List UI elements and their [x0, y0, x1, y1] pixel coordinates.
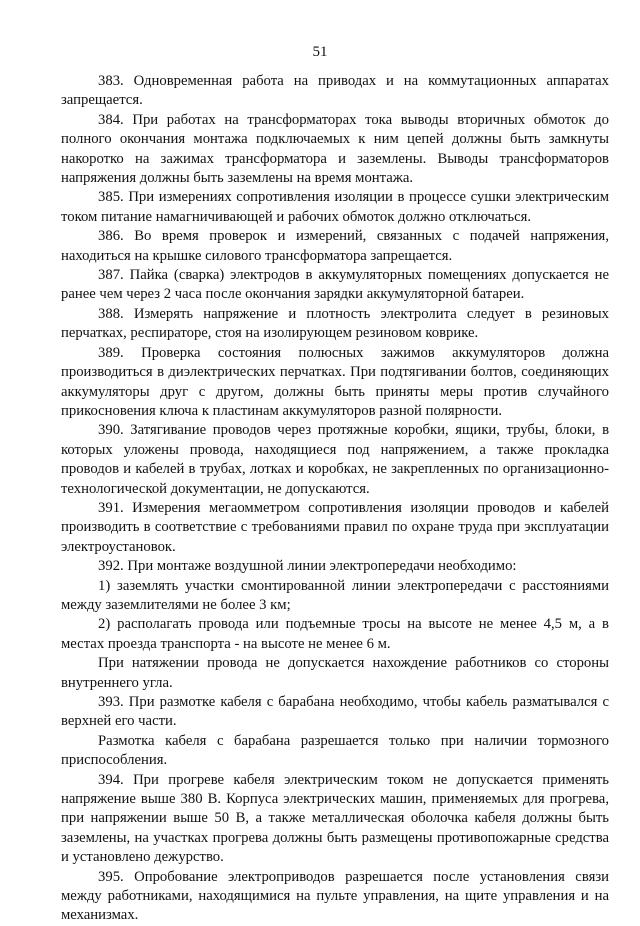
- paragraph-386: 386. Во время проверок и измерений, связанных с подачей напряжения, находиться на крышке силового трансформатора запрещается.: [61, 228, 609, 264]
- paragraph-392-note: При натяжении провода не допускается нахождение работников со стороны внутреннего угла.: [61, 655, 609, 691]
- paragraph-388: 388. Измерять напряжение и плотность электролита следует в резиновых перчатках, респираторе, стоя на изолирующем резиновом коврике.: [61, 305, 609, 342]
- paragraph-395: 395. Опробование электроприводов разрешается после установления связи между работниками, находящимися на пульте управления, на щите управления и на механизмах.: [61, 868, 609, 924]
- page-body: [61, 72, 609, 926]
- paragraph-394: 394. При прогреве кабеля электрическим током не допускается применять напряжение выше 380 В. Корпуса электрических машин, применяемых для прогрева, при напряжении выше 50 В, а также металлическая оболочка кабеля должны быть заземлены, на участках прогрева должны быть размещены противопожарные средства и установлено дежурство.: [61, 771, 609, 866]
- paragraph-393: 393. При размотке кабеля с барабана необходимо, чтобы кабель разматывался с верхней его части.: [61, 694, 609, 730]
- paragraph-389: 389. Проверка состояния полюсных зажимов аккумуляторов должна производиться в диэлектрических перчатках. При подтягивании болтов, соединяющих аккумуляторы друг с другом, должны быть приняты меры против случайного прикосновения ключа к пластинам аккумуляторов разной полярности.: [61, 344, 609, 419]
- page-number: 51: [312, 44, 328, 60]
- paragraph-383: 383. Одновременная работа на приводах и на коммутационных аппаратах запрещается.: [61, 73, 609, 109]
- paragraph-392: 392. При монтаже воздушной линии электропередачи необходимо:: [98, 558, 517, 575]
- paragraph-392-item-1: 1) заземлять участки смонтированной линии электропередачи с расстояниями между заземлителями не более 3 км;: [61, 577, 609, 613]
- paragraph-393-note: Размотка кабеля с барабана разрешается только при наличии тормозного приспособления.: [61, 732, 609, 769]
- paragraph-384: 384. При работах на трансформаторах тока выводы вторичных обмоток до полного окончания монтажа подключаемых к ним цепей должны быть замкнуты накоротко на зажимах трансформатора и заземлены. Выводы трансформаторов напряжения должны быть заземлены на время монтажа.: [61, 111, 609, 187]
- paragraph-390: 390. Затягивание проводов через протяжные коробки, ящики, трубы, блоки, в которых уложены провода, находящиеся под напряжением, а также прокладка проводов и кабелей в трубах, лотках и коробках, не закрепленных по организационно-технологической документации, не допускаются.: [61, 422, 609, 497]
- paragraph-391: 391. Измерения мегаомметром сопротивления изоляции проводов и кабелей производить в соответствие с требованиями правил по охране труда при эксплуатации электроустановок.: [61, 499, 609, 555]
- paragraph-385: 385. При измерениях сопротивления изоляции в процессе сушки электрическим током питание намагничивающей и рабочих обмоток должно отключаться.: [61, 189, 609, 225]
- paragraph-387: 387. Пайка (сварка) электродов в аккумуляторных помещениях допускается не ранее чем через 2 часа после окончания зарядки аккумуляторной батареи.: [61, 267, 609, 303]
- paragraph-392-item-2: 2) располагать провода или подъемные тросы на высоте не менее 4,5 м, а в местах проезда транспорта - на высоте не менее 6 м.: [61, 616, 609, 652]
